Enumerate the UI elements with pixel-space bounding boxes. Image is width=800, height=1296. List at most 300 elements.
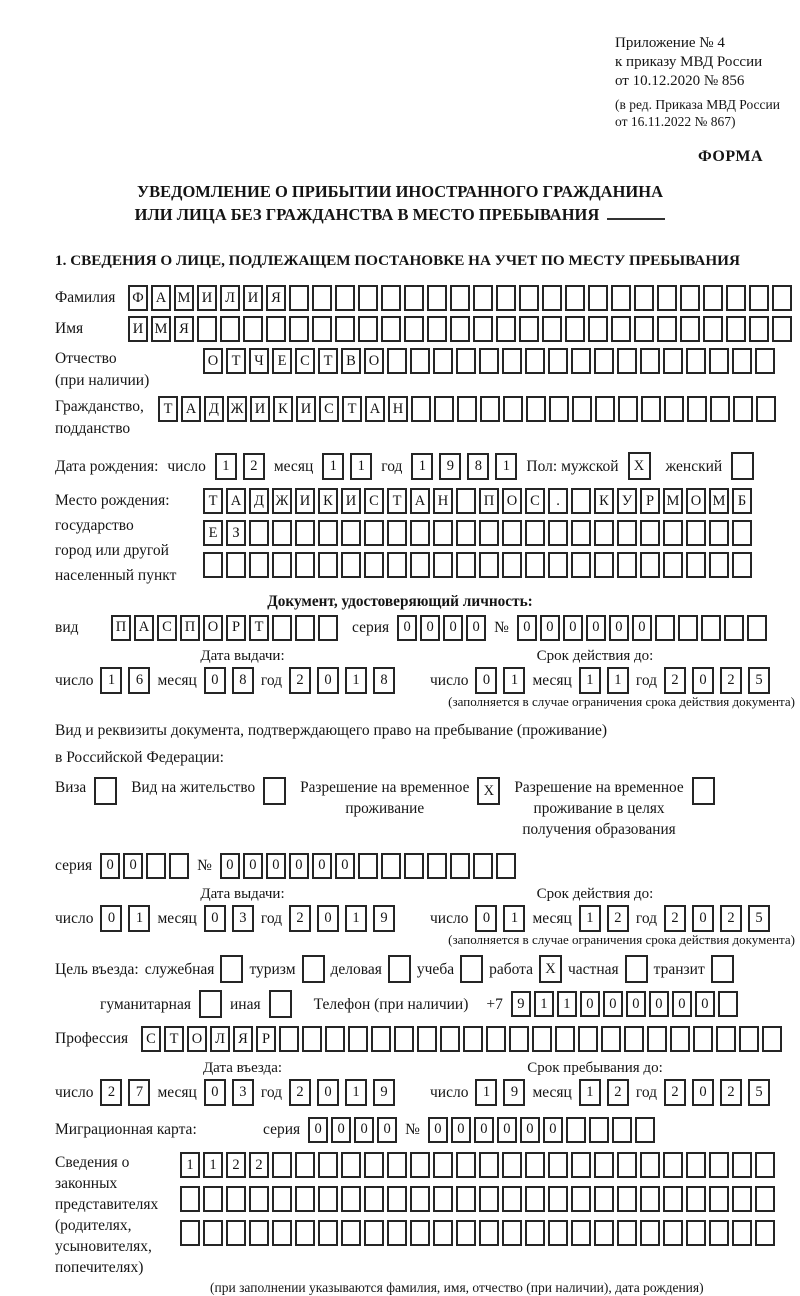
char-cell[interactable] — [341, 520, 361, 546]
char-cell[interactable]: 0 — [586, 615, 606, 641]
char-cell[interactable]: И — [296, 396, 316, 422]
char-cell[interactable] — [318, 1220, 338, 1246]
char-cell[interactable] — [519, 316, 539, 342]
char-cell[interactable] — [663, 520, 683, 546]
char-cell[interactable]: 0 — [397, 615, 417, 641]
char-cell[interactable] — [755, 1152, 775, 1178]
char-cell[interactable]: А — [134, 615, 154, 641]
char-cell[interactable] — [387, 552, 407, 578]
char-cell[interactable] — [450, 316, 470, 342]
char-cell[interactable] — [732, 552, 752, 578]
char-cell[interactable] — [180, 1220, 200, 1246]
char-cell[interactable] — [457, 396, 477, 422]
char-cell[interactable] — [509, 1026, 529, 1052]
char-cell[interactable] — [542, 285, 562, 311]
char-cell[interactable] — [503, 396, 523, 422]
char-cell[interactable] — [371, 1026, 391, 1052]
char-cell[interactable] — [295, 1220, 315, 1246]
char-cell[interactable] — [617, 1186, 637, 1212]
char-cell[interactable]: 0 — [204, 667, 226, 694]
char-cell[interactable] — [440, 1026, 460, 1052]
char-cell[interactable]: П — [180, 615, 200, 641]
char-cell[interactable] — [272, 615, 292, 641]
char-cell[interactable] — [410, 1186, 430, 1212]
char-cell[interactable]: К — [594, 488, 614, 514]
char-cell[interactable] — [762, 1026, 782, 1052]
char-cell[interactable] — [358, 853, 378, 879]
char-cell[interactable] — [726, 316, 746, 342]
char-cell[interactable]: Т — [158, 396, 178, 422]
char-cell[interactable] — [249, 552, 269, 578]
char-cell[interactable] — [578, 1026, 598, 1052]
char-cell[interactable]: 5 — [748, 1079, 770, 1106]
char-cell[interactable]: 0 — [317, 905, 339, 932]
char-cell[interactable]: 1 — [350, 453, 372, 480]
char-cell[interactable]: 0 — [466, 615, 486, 641]
char-cell[interactable] — [203, 552, 223, 578]
char-cell[interactable] — [480, 396, 500, 422]
char-cell[interactable] — [404, 853, 424, 879]
char-cell[interactable] — [640, 1152, 660, 1178]
char-cell[interactable]: 1 — [475, 1079, 497, 1106]
char-cell[interactable] — [434, 396, 454, 422]
char-cell[interactable] — [249, 520, 269, 546]
char-cell[interactable]: 0 — [475, 667, 497, 694]
char-cell[interactable] — [571, 1152, 591, 1178]
char-cell[interactable]: И — [197, 285, 217, 311]
char-cell[interactable] — [601, 1026, 621, 1052]
char-cell[interactable]: С — [295, 348, 315, 374]
char-cell[interactable]: 0 — [563, 615, 583, 641]
char-cell[interactable]: М — [663, 488, 683, 514]
char-cell[interactable] — [640, 520, 660, 546]
char-cell[interactable]: 0 — [632, 615, 652, 641]
char-cell[interactable] — [686, 1186, 706, 1212]
char-cell[interactable] — [703, 285, 723, 311]
char-cell[interactable] — [686, 1220, 706, 1246]
char-cell[interactable]: Л — [210, 1026, 230, 1052]
char-cell[interactable]: 8 — [373, 667, 395, 694]
char-cell[interactable] — [640, 1186, 660, 1212]
char-cell[interactable] — [525, 1220, 545, 1246]
char-cell[interactable] — [571, 1220, 591, 1246]
char-cell[interactable] — [433, 348, 453, 374]
char-cell[interactable] — [733, 396, 753, 422]
char-cell[interactable] — [387, 1220, 407, 1246]
char-cell[interactable]: 1 — [579, 1079, 601, 1106]
char-cell[interactable]: Ф — [128, 285, 148, 311]
char-cell[interactable] — [749, 316, 769, 342]
char-cell[interactable] — [710, 396, 730, 422]
char-cell[interactable]: О — [187, 1026, 207, 1052]
char-cell[interactable] — [226, 552, 246, 578]
char-cell[interactable] — [387, 520, 407, 546]
char-cell[interactable] — [427, 316, 447, 342]
char-cell[interactable]: О — [686, 488, 706, 514]
char-cell[interactable]: 1 — [203, 1152, 223, 1178]
char-cell[interactable] — [502, 520, 522, 546]
char-cell[interactable] — [272, 552, 292, 578]
char-cell[interactable]: Н — [388, 396, 408, 422]
char-cell[interactable] — [548, 552, 568, 578]
checkbox[interactable] — [711, 955, 734, 983]
char-cell[interactable] — [686, 520, 706, 546]
char-cell[interactable] — [594, 552, 614, 578]
char-cell[interactable]: 0 — [609, 615, 629, 641]
char-cell[interactable]: Т — [226, 348, 246, 374]
char-cell[interactable]: 3 — [232, 905, 254, 932]
char-cell[interactable] — [272, 1186, 292, 1212]
char-cell[interactable]: 0 — [204, 1079, 226, 1106]
char-cell[interactable] — [595, 396, 615, 422]
char-cell[interactable] — [548, 1220, 568, 1246]
char-cell[interactable]: 8 — [232, 667, 254, 694]
char-cell[interactable] — [364, 1220, 384, 1246]
checkbox[interactable] — [388, 955, 411, 983]
char-cell[interactable] — [325, 1026, 345, 1052]
char-cell[interactable]: П — [479, 488, 499, 514]
char-cell[interactable]: 0 — [331, 1117, 351, 1143]
char-cell[interactable]: Д — [204, 396, 224, 422]
char-cell[interactable] — [456, 1186, 476, 1212]
char-cell[interactable] — [364, 1152, 384, 1178]
char-cell[interactable] — [473, 853, 493, 879]
char-cell[interactable] — [456, 348, 476, 374]
char-cell[interactable] — [755, 1220, 775, 1246]
char-cell[interactable]: Е — [272, 348, 292, 374]
char-cell[interactable] — [709, 1186, 729, 1212]
char-cell[interactable] — [755, 348, 775, 374]
char-cell[interactable] — [663, 1186, 683, 1212]
char-cell[interactable] — [479, 348, 499, 374]
char-cell[interactable]: 1 — [128, 905, 150, 932]
checkbox[interactable] — [199, 990, 222, 1018]
char-cell[interactable]: 0 — [428, 1117, 448, 1143]
char-cell[interactable]: 2 — [607, 905, 629, 932]
char-cell[interactable]: 0 — [335, 853, 355, 879]
char-cell[interactable] — [502, 1152, 522, 1178]
char-cell[interactable] — [525, 552, 545, 578]
char-cell[interactable] — [703, 316, 723, 342]
char-cell[interactable] — [588, 316, 608, 342]
char-cell[interactable] — [381, 316, 401, 342]
char-cell[interactable] — [663, 348, 683, 374]
char-cell[interactable]: 0 — [517, 615, 537, 641]
char-cell[interactable] — [295, 552, 315, 578]
char-cell[interactable]: А — [226, 488, 246, 514]
char-cell[interactable] — [594, 520, 614, 546]
char-cell[interactable]: Т — [387, 488, 407, 514]
char-cell[interactable]: Н — [433, 488, 453, 514]
char-cell[interactable]: 1 — [215, 453, 237, 480]
char-cell[interactable] — [479, 1152, 499, 1178]
char-cell[interactable]: 0 — [603, 991, 623, 1017]
char-cell[interactable] — [295, 520, 315, 546]
char-cell[interactable] — [709, 1220, 729, 1246]
char-cell[interactable]: 2 — [664, 905, 686, 932]
char-cell[interactable] — [433, 1220, 453, 1246]
char-cell[interactable] — [772, 285, 792, 311]
char-cell[interactable] — [693, 1026, 713, 1052]
char-cell[interactable] — [341, 1220, 361, 1246]
char-cell[interactable] — [404, 316, 424, 342]
char-cell[interactable]: 1 — [100, 667, 122, 694]
char-cell[interactable]: 0 — [695, 991, 715, 1017]
char-cell[interactable] — [617, 520, 637, 546]
char-cell[interactable]: 0 — [317, 667, 339, 694]
char-cell[interactable]: 0 — [626, 991, 646, 1017]
char-cell[interactable] — [335, 316, 355, 342]
char-cell[interactable]: 0 — [497, 1117, 517, 1143]
char-cell[interactable] — [724, 615, 744, 641]
char-cell[interactable]: 0 — [443, 615, 463, 641]
char-cell[interactable] — [456, 520, 476, 546]
char-cell[interactable]: 2 — [664, 1079, 686, 1106]
char-cell[interactable]: 1 — [503, 667, 525, 694]
char-cell[interactable] — [618, 396, 638, 422]
char-cell[interactable]: И — [295, 488, 315, 514]
char-cell[interactable] — [410, 348, 430, 374]
char-cell[interactable]: К — [273, 396, 293, 422]
char-cell[interactable]: М — [709, 488, 729, 514]
char-cell[interactable] — [640, 552, 660, 578]
char-cell[interactable] — [496, 285, 516, 311]
char-cell[interactable] — [657, 285, 677, 311]
char-cell[interactable] — [289, 285, 309, 311]
char-cell[interactable] — [709, 520, 729, 546]
char-cell[interactable] — [433, 1152, 453, 1178]
char-cell[interactable]: 0 — [649, 991, 669, 1017]
char-cell[interactable]: 0 — [308, 1117, 328, 1143]
char-cell[interactable]: О — [364, 348, 384, 374]
char-cell[interactable] — [548, 348, 568, 374]
char-cell[interactable]: С — [525, 488, 545, 514]
char-cell[interactable] — [456, 488, 476, 514]
char-cell[interactable] — [272, 1220, 292, 1246]
checkbox[interactable] — [220, 955, 243, 983]
char-cell[interactable] — [525, 1152, 545, 1178]
char-cell[interactable]: 9 — [373, 905, 395, 932]
char-cell[interactable] — [686, 552, 706, 578]
char-cell[interactable] — [571, 348, 591, 374]
char-cell[interactable] — [549, 396, 569, 422]
char-cell[interactable] — [641, 396, 661, 422]
char-cell[interactable]: Т — [249, 615, 269, 641]
char-cell[interactable] — [532, 1026, 552, 1052]
char-cell[interactable]: Р — [226, 615, 246, 641]
char-cell[interactable]: 0 — [312, 853, 332, 879]
char-cell[interactable] — [312, 316, 332, 342]
char-cell[interactable] — [502, 348, 522, 374]
char-cell[interactable] — [617, 348, 637, 374]
char-cell[interactable] — [611, 316, 631, 342]
char-cell[interactable] — [410, 1220, 430, 1246]
char-cell[interactable]: 2 — [289, 905, 311, 932]
char-cell[interactable] — [243, 316, 263, 342]
char-cell[interactable] — [169, 853, 189, 879]
char-cell[interactable]: 0 — [243, 853, 263, 879]
char-cell[interactable]: 3 — [232, 1079, 254, 1106]
checkbox[interactable] — [302, 955, 325, 983]
checkbox[interactable] — [625, 955, 648, 983]
char-cell[interactable] — [571, 552, 591, 578]
char-cell[interactable] — [611, 285, 631, 311]
char-cell[interactable] — [387, 1186, 407, 1212]
char-cell[interactable]: Р — [640, 488, 660, 514]
char-cell[interactable] — [594, 348, 614, 374]
char-cell[interactable] — [249, 1220, 269, 1246]
char-cell[interactable]: З — [226, 520, 246, 546]
char-cell[interactable]: 1 — [345, 1079, 367, 1106]
char-cell[interactable] — [756, 396, 776, 422]
char-cell[interactable] — [686, 348, 706, 374]
char-cell[interactable] — [617, 552, 637, 578]
char-cell[interactable]: С — [319, 396, 339, 422]
char-cell[interactable]: 0 — [220, 853, 240, 879]
char-cell[interactable]: 0 — [520, 1117, 540, 1143]
char-cell[interactable] — [456, 1152, 476, 1178]
char-cell[interactable]: 1 — [495, 453, 517, 480]
char-cell[interactable]: 0 — [377, 1117, 397, 1143]
char-cell[interactable] — [640, 1220, 660, 1246]
char-cell[interactable]: Д — [249, 488, 269, 514]
char-cell[interactable] — [739, 1026, 759, 1052]
char-cell[interactable]: Л — [220, 285, 240, 311]
char-cell[interactable] — [295, 1186, 315, 1212]
char-cell[interactable] — [565, 316, 585, 342]
char-cell[interactable]: А — [151, 285, 171, 311]
char-cell[interactable]: Т — [164, 1026, 184, 1052]
char-cell[interactable] — [312, 285, 332, 311]
char-cell[interactable] — [450, 285, 470, 311]
char-cell[interactable]: И — [128, 316, 148, 342]
checkbox[interactable] — [692, 777, 715, 805]
char-cell[interactable]: Б — [732, 488, 752, 514]
char-cell[interactable] — [295, 1152, 315, 1178]
char-cell[interactable]: Я — [174, 316, 194, 342]
char-cell[interactable] — [203, 1220, 223, 1246]
char-cell[interactable] — [364, 1186, 384, 1212]
char-cell[interactable]: 1 — [557, 991, 577, 1017]
char-cell[interactable] — [394, 1026, 414, 1052]
char-cell[interactable] — [716, 1026, 736, 1052]
char-cell[interactable]: Ч — [249, 348, 269, 374]
char-cell[interactable] — [680, 285, 700, 311]
char-cell[interactable]: 8 — [467, 453, 489, 480]
char-cell[interactable] — [571, 1186, 591, 1212]
char-cell[interactable]: О — [502, 488, 522, 514]
char-cell[interactable]: 2 — [249, 1152, 269, 1178]
char-cell[interactable] — [502, 1220, 522, 1246]
char-cell[interactable] — [387, 348, 407, 374]
char-cell[interactable] — [427, 285, 447, 311]
char-cell[interactable] — [404, 285, 424, 311]
char-cell[interactable] — [565, 285, 585, 311]
char-cell[interactable] — [687, 396, 707, 422]
char-cell[interactable] — [473, 316, 493, 342]
char-cell[interactable] — [663, 552, 683, 578]
checkbox[interactable] — [269, 990, 292, 1018]
char-cell[interactable] — [680, 316, 700, 342]
char-cell[interactable]: 0 — [580, 991, 600, 1017]
checkbox[interactable] — [263, 777, 286, 805]
char-cell[interactable] — [279, 1026, 299, 1052]
char-cell[interactable] — [479, 520, 499, 546]
char-cell[interactable]: 2 — [720, 1079, 742, 1106]
char-cell[interactable] — [617, 1220, 637, 1246]
char-cell[interactable]: 0 — [100, 853, 120, 879]
char-cell[interactable] — [318, 1186, 338, 1212]
char-cell[interactable] — [548, 1186, 568, 1212]
char-cell[interactable]: 6 — [128, 667, 150, 694]
char-cell[interactable]: Т — [342, 396, 362, 422]
char-cell[interactable] — [226, 1220, 246, 1246]
char-cell[interactable]: Ж — [272, 488, 292, 514]
char-cell[interactable] — [749, 285, 769, 311]
char-cell[interactable] — [180, 1186, 200, 1212]
char-cell[interactable]: 1 — [579, 667, 601, 694]
char-cell[interactable]: 2 — [289, 1079, 311, 1106]
char-cell[interactable] — [589, 1117, 609, 1143]
char-cell[interactable]: 0 — [692, 1079, 714, 1106]
char-cell[interactable]: . — [548, 488, 568, 514]
char-cell[interactable]: 0 — [420, 615, 440, 641]
char-cell[interactable]: М — [174, 285, 194, 311]
char-cell[interactable]: 0 — [543, 1117, 563, 1143]
char-cell[interactable] — [572, 396, 592, 422]
char-cell[interactable]: 0 — [317, 1079, 339, 1106]
char-cell[interactable] — [473, 285, 493, 311]
char-cell[interactable]: 2 — [243, 453, 265, 480]
char-cell[interactable]: С — [157, 615, 177, 641]
checkbox[interactable] — [94, 777, 117, 805]
char-cell[interactable]: 9 — [503, 1079, 525, 1106]
char-cell[interactable] — [411, 396, 431, 422]
char-cell[interactable] — [709, 348, 729, 374]
char-cell[interactable] — [732, 1152, 752, 1178]
char-cell[interactable] — [617, 1152, 637, 1178]
char-cell[interactable] — [548, 520, 568, 546]
char-cell[interactable] — [289, 316, 309, 342]
char-cell[interactable]: 0 — [204, 905, 226, 932]
char-cell[interactable] — [318, 615, 338, 641]
char-cell[interactable]: 2 — [720, 905, 742, 932]
char-cell[interactable] — [496, 853, 516, 879]
char-cell[interactable] — [542, 316, 562, 342]
char-cell[interactable]: 5 — [748, 905, 770, 932]
char-cell[interactable] — [249, 1186, 269, 1212]
char-cell[interactable]: 0 — [474, 1117, 494, 1143]
char-cell[interactable]: 1 — [180, 1152, 200, 1178]
char-cell[interactable] — [657, 316, 677, 342]
char-cell[interactable] — [701, 615, 721, 641]
char-cell[interactable] — [318, 520, 338, 546]
char-cell[interactable] — [456, 552, 476, 578]
char-cell[interactable] — [525, 348, 545, 374]
char-cell[interactable] — [479, 1220, 499, 1246]
char-cell[interactable] — [479, 1186, 499, 1212]
char-cell[interactable]: 2 — [226, 1152, 246, 1178]
char-cell[interactable]: Ж — [227, 396, 247, 422]
char-cell[interactable] — [318, 1152, 338, 1178]
char-cell[interactable] — [635, 1117, 655, 1143]
char-cell[interactable]: 9 — [373, 1079, 395, 1106]
char-cell[interactable] — [433, 1186, 453, 1212]
char-cell[interactable] — [433, 552, 453, 578]
char-cell[interactable]: 2 — [607, 1079, 629, 1106]
char-cell[interactable] — [634, 316, 654, 342]
char-cell[interactable]: О — [203, 615, 223, 641]
